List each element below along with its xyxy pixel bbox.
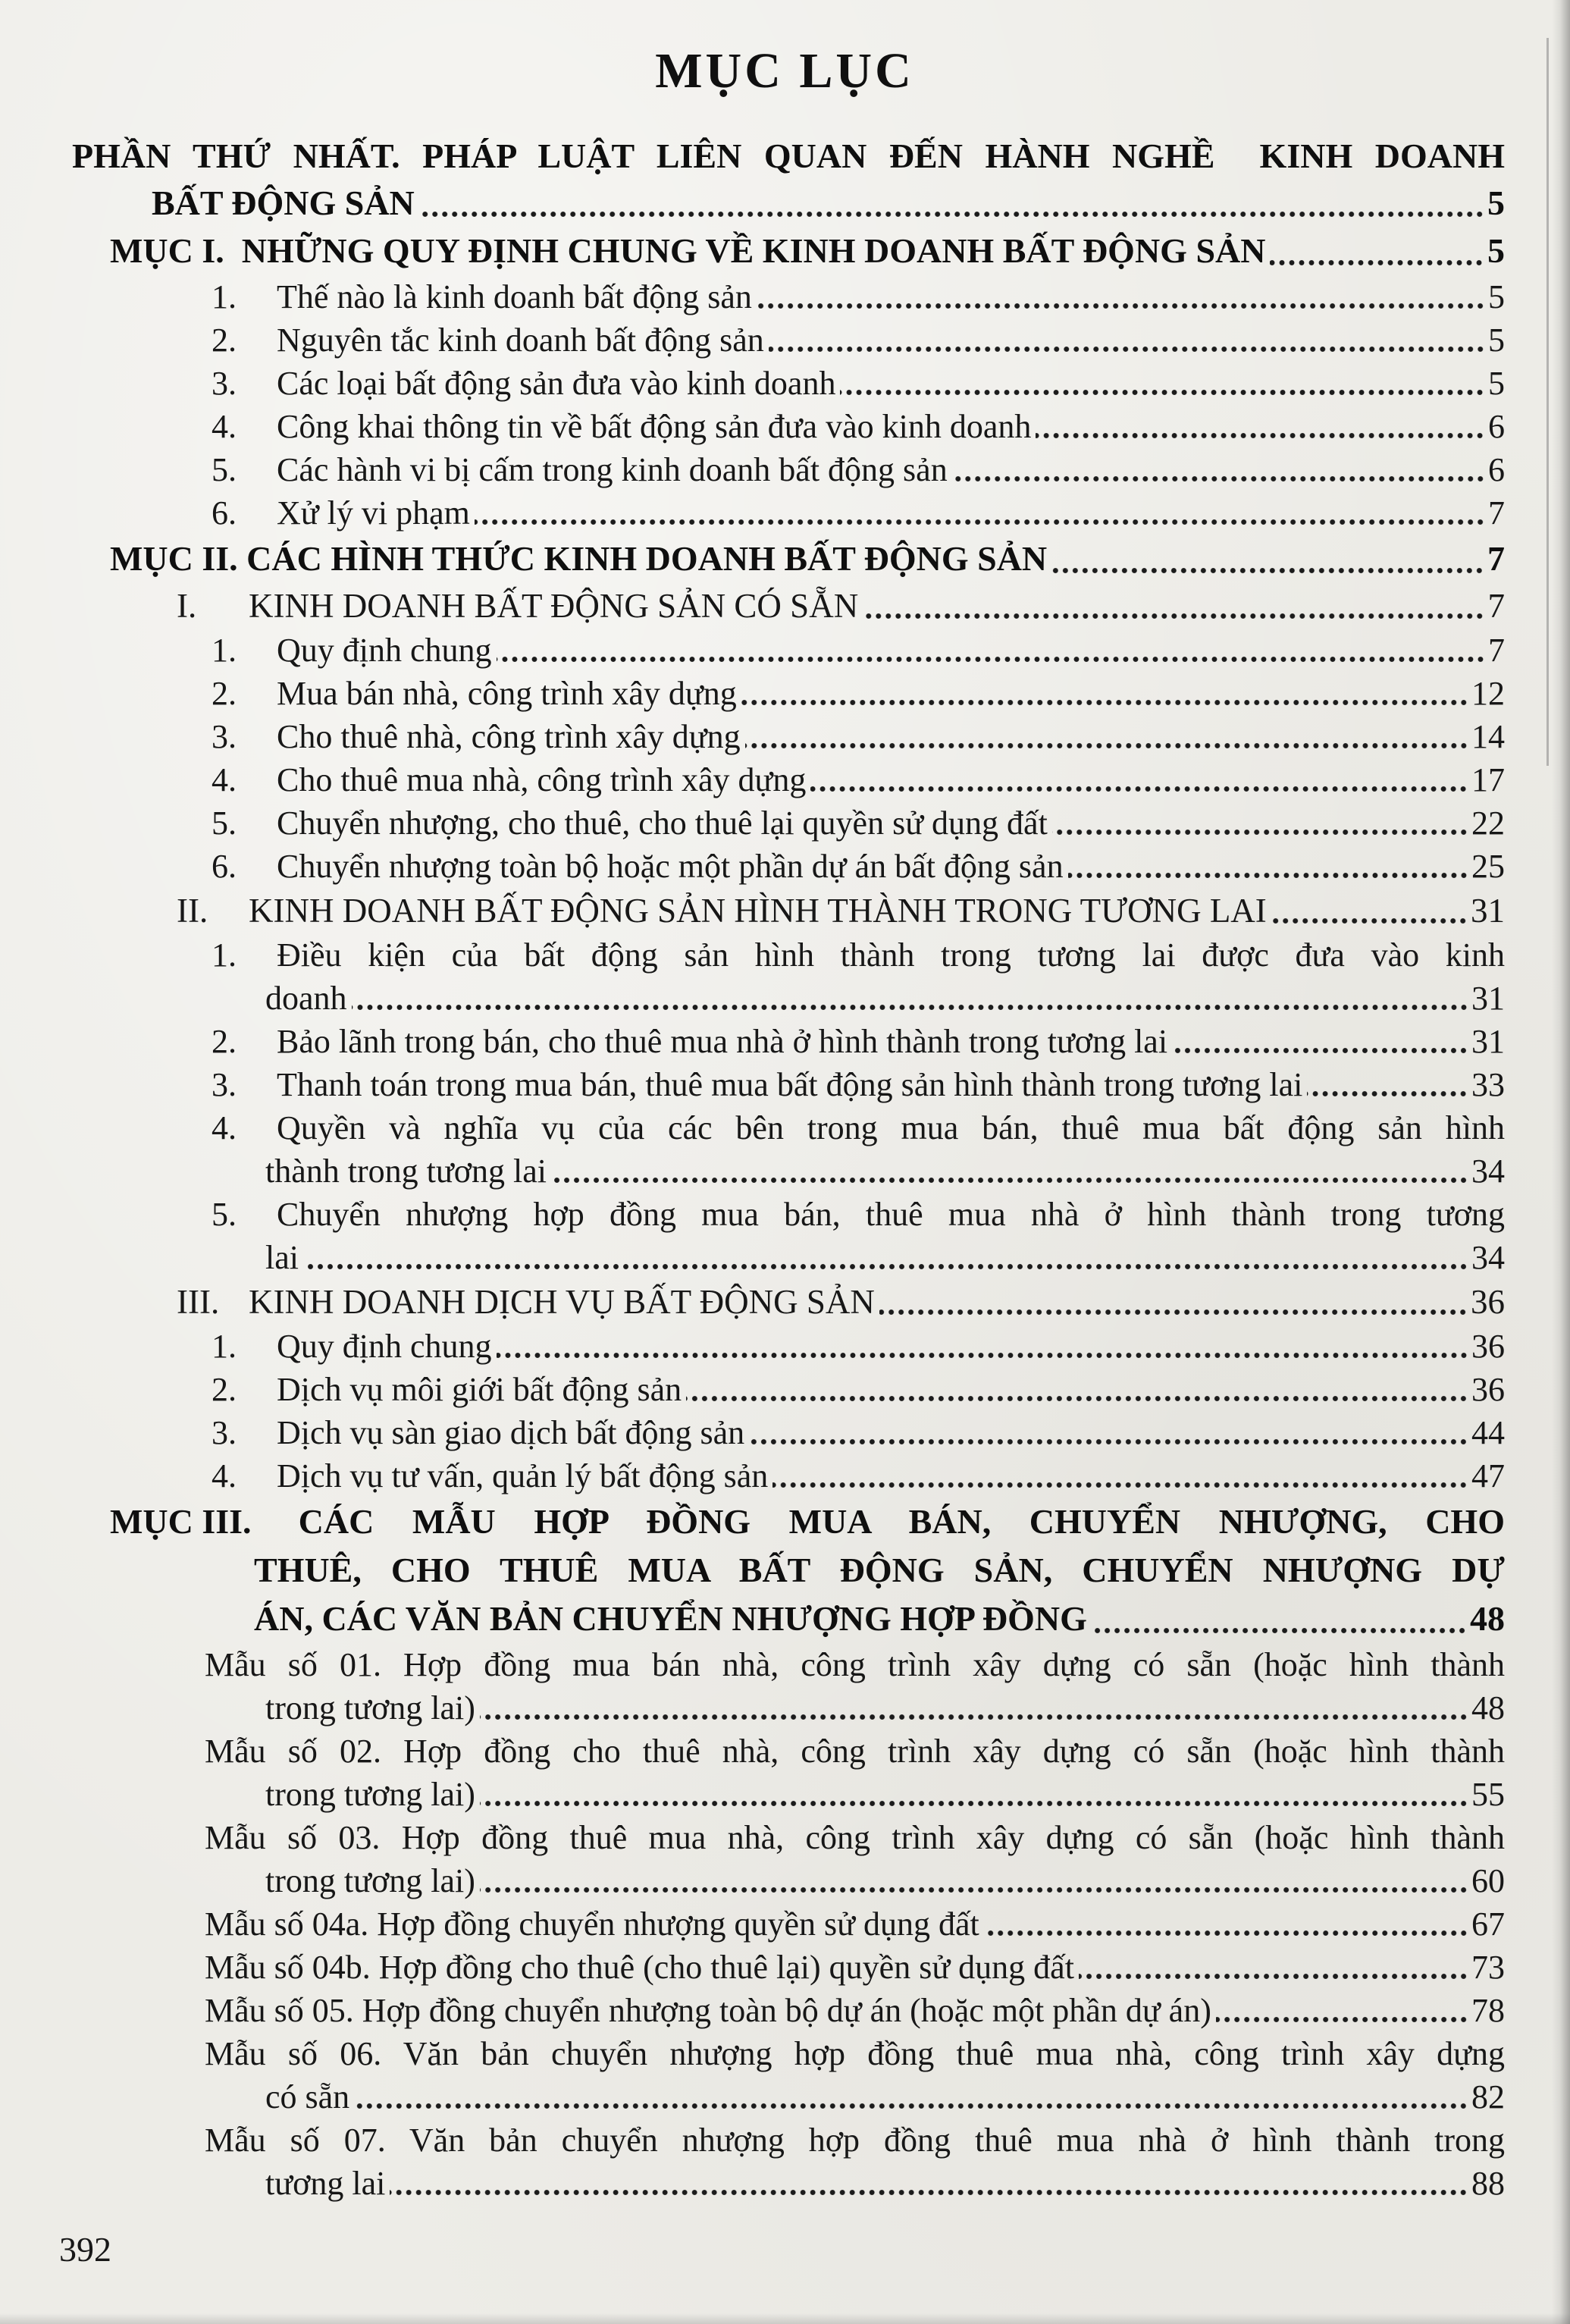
dot-leader — [475, 516, 1485, 528]
toc-row — [64, 1106, 1505, 1149]
toc-row — [64, 801, 1505, 845]
toc-row — [64, 977, 1505, 1020]
dot-leader — [1270, 257, 1484, 268]
toc-page-number: 6 — [1488, 408, 1505, 445]
page-title: MỤC LỤC — [655, 43, 914, 99]
toc-page-number: 48 — [1470, 1599, 1505, 1638]
toc-page-number: 7 — [1488, 632, 1505, 669]
toc-entry-label: II. — [177, 892, 217, 930]
toc-list — [64, 133, 1505, 2205]
toc-page-number: 5 — [1488, 365, 1505, 402]
toc-row — [64, 1279, 1505, 1325]
toc-row — [64, 1368, 1505, 1411]
toc-row — [64, 1149, 1505, 1193]
toc-row — [64, 1773, 1505, 1816]
toc-row — [64, 1498, 1505, 1546]
toc-row — [64, 1730, 1505, 1773]
toc-page-number: 5 — [1487, 183, 1505, 222]
toc-row — [64, 1063, 1505, 1106]
toc-row — [64, 1816, 1505, 1859]
toc-page-number: 48 — [1471, 1689, 1505, 1727]
toc-page-number: 34 — [1471, 1239, 1505, 1276]
toc-entry-label: 3. — [212, 365, 245, 402]
toc-page-number: 6 — [1488, 451, 1505, 488]
toc-entry-text: Mẫu số 05. Hợp đồng chuyển nhượng toàn bộ dự án (hoặc một phần dự án) — [205, 1992, 1211, 2029]
dot-leader — [863, 610, 1484, 622]
toc-entry-text: Xử lý vi phạm — [277, 494, 470, 532]
toc-entry-text: THUÊ, CHO THUÊ MUA BẤT ĐỘNG SẢN, CHUYỂN NHƯỢNG DỰ — [254, 1551, 1505, 1589]
toc-entry-label: 3. — [212, 1066, 245, 1103]
toc-page-number: 17 — [1471, 761, 1505, 798]
toc-page-number: 55 — [1471, 1776, 1505, 1813]
toc-entry-label: 2. — [212, 1023, 245, 1060]
dot-leader — [497, 1350, 1468, 1361]
toc-entry-label: 5. — [212, 804, 245, 842]
toc-entry-text: ÁN, CÁC VĂN BẢN CHUYỂN NHƯỢNG HỢP ĐỒNG — [254, 1599, 1087, 1638]
dot-leader — [1307, 1088, 1468, 1099]
dot-leader — [686, 1393, 1468, 1404]
toc-entry-text: Công khai thông tin về bất động sản đưa vào kinh doanh — [277, 408, 1032, 445]
toc-row — [64, 1236, 1505, 1279]
toc-page-number: 36 — [1471, 1328, 1505, 1365]
toc-row — [64, 1643, 1505, 1686]
toc-row — [64, 1989, 1505, 2032]
dot-leader — [1271, 915, 1468, 927]
dot-leader — [772, 1479, 1468, 1491]
toc-page-number: 14 — [1471, 718, 1505, 755]
toc-entry-label: 6. — [212, 848, 245, 885]
toc-entry-text: Bảo lãnh trong bán, cho thuê mua nhà ở hình thành trong tương lai — [277, 1023, 1168, 1060]
toc-entry-text: Quy định chung — [277, 1328, 492, 1365]
toc-row — [64, 845, 1505, 888]
toc-entry-text: có sẵn — [265, 2078, 350, 2115]
toc-row — [64, 448, 1505, 491]
toc-entry-label: 6. — [212, 494, 245, 532]
toc-entry-text: Thanh toán trong mua bán, thuê mua bất động sản hình thành trong tương lai — [277, 1066, 1303, 1103]
toc-entry-label: 1. — [212, 936, 245, 974]
toc-row — [64, 1454, 1505, 1498]
toc-row — [64, 1595, 1505, 1643]
toc-entry-text: lai — [265, 1239, 299, 1276]
toc-page-number: 44 — [1471, 1414, 1505, 1451]
toc-entry-text: Cho thuê mua nhà, công trình xây dựng — [277, 761, 807, 798]
dot-leader — [1172, 1045, 1468, 1056]
toc-entry-text: Mẫu số 01. Hợp đồng mua bán nhà, công trình xây dựng có sẵn (hoặc hình thành — [205, 1646, 1505, 1683]
toc-page-number: 5 — [1488, 278, 1505, 315]
dot-leader — [741, 697, 1468, 708]
toc-row — [64, 758, 1505, 801]
toc-row — [64, 1902, 1505, 1946]
dot-leader — [1068, 870, 1468, 881]
toc-entry-text: Các loại bất động sản đưa vào kinh doanh — [277, 365, 836, 402]
toc-row — [64, 275, 1505, 318]
toc-row — [64, 1859, 1505, 1902]
toc-entry-text: Thế nào là kinh doanh bất động sản — [277, 278, 752, 315]
toc-entry-text: Mẫu số 03. Hợp đồng thuê mua nhà, công trình xây dựng có sẵn (hoặc hình thành — [205, 1819, 1505, 1856]
toc-row — [64, 535, 1505, 583]
toc-entry-label: MỤC II. — [110, 539, 247, 578]
toc-entry-text: KINH DOANH BẤT ĐỘNG SẢN CÓ SẴN — [249, 587, 859, 625]
toc-entry-label: MỤC III. — [110, 1502, 261, 1541]
dot-leader — [419, 209, 1484, 220]
toc-row — [64, 405, 1505, 448]
toc-entry-label: 2. — [212, 675, 245, 712]
toc-page-number: 25 — [1471, 848, 1505, 885]
dot-leader — [480, 1884, 1468, 1896]
toc-row — [64, 2162, 1505, 2205]
toc-entry-text: thành trong tương lai — [265, 1153, 547, 1190]
toc-entry-text: Dịch vụ tư vấn, quản lý bất động sản — [277, 1457, 769, 1494]
toc-page-number: 47 — [1471, 1457, 1505, 1494]
toc-entry-text: Quyền và nghĩa vụ của các bên trong mua bán, thuê mua bất động sản hình — [277, 1109, 1505, 1146]
toc-entry-text: trong tương lai) — [265, 1862, 475, 1899]
toc-page-number: 5 — [1488, 321, 1505, 359]
footer-page-number: 392 — [59, 2230, 111, 2269]
toc-row — [64, 2075, 1505, 2119]
toc-page-number: 73 — [1471, 1949, 1505, 1986]
toc-row — [64, 1546, 1505, 1595]
toc-row — [64, 1020, 1505, 1063]
dot-leader — [879, 1306, 1468, 1318]
toc-entry-text: trong tương lai) — [265, 1776, 475, 1813]
toc-entry-text: NHỮNG QUY ĐỊNH CHUNG VỀ KINH DOANH BẤT ĐỘNG SẢN — [233, 231, 1266, 270]
toc-row — [64, 2032, 1505, 2075]
toc-entry-text: PHẦN THỨ NHẤT. PHÁP LUẬT LIÊN QUAN ĐẾN HÀNH NGHỀ KINH DOANH — [72, 136, 1505, 175]
toc-row — [64, 1686, 1505, 1730]
toc-entry-label: 2. — [212, 1371, 245, 1408]
dot-leader — [1036, 430, 1485, 441]
toc-entry-label: I. — [177, 587, 205, 625]
toc-row — [64, 1325, 1505, 1368]
toc-entry-label: 4. — [212, 1109, 245, 1146]
dot-leader — [769, 343, 1485, 355]
toc-page-number: 31 — [1471, 980, 1505, 1017]
toc-row — [64, 491, 1505, 535]
toc-page-number: 7 — [1488, 494, 1505, 532]
dot-leader — [840, 387, 1485, 398]
toc-entry-label: III. — [177, 1283, 228, 1321]
toc-entry-text: Cho thuê nhà, công trình xây dựng — [277, 718, 741, 755]
toc-entry-text: Mẫu số 06. Văn bản chuyển nhượng hợp đồng thuê mua nhà, công trình xây dựng — [205, 2035, 1505, 2072]
toc-row — [64, 1946, 1505, 1989]
dot-leader — [354, 2100, 1468, 2112]
toc-entry-text: KINH DOANH DỊCH VỤ BẤT ĐỘNG SẢN — [249, 1283, 875, 1321]
toc-entry-text: Dịch vụ sàn giao dịch bất động sản — [277, 1414, 745, 1451]
toc-row — [64, 715, 1505, 758]
dot-leader — [480, 1798, 1468, 1809]
toc-row — [64, 362, 1505, 405]
toc-row — [64, 2119, 1505, 2162]
toc-entry-text: KINH DOANH BẤT ĐỘNG SẢN HÌNH THÀNH TRONG TƯƠNG LAI — [249, 892, 1267, 930]
toc-page-number: 82 — [1471, 2078, 1505, 2115]
toc-row — [64, 629, 1505, 672]
toc-entry-label: 1. — [212, 632, 245, 669]
toc-entry-text: Nguyên tắc kinh doanh bất động sản — [277, 321, 764, 359]
toc-entry-text: Chuyển nhượng, cho thuê, cho thuê lại quyền sử dụng đất — [277, 804, 1048, 842]
toc-page-number: 67 — [1471, 1905, 1505, 1943]
toc-entry-label: 3. — [212, 718, 245, 755]
dot-leader — [1051, 565, 1484, 576]
dot-leader — [810, 783, 1468, 795]
toc-entry-label: 4. — [212, 408, 245, 445]
toc-entry-text: Điều kiện của bất động sản hình thành trong tương lai được đưa vào kinh — [277, 936, 1505, 974]
dot-leader — [352, 1002, 1468, 1013]
dot-leader — [480, 1711, 1468, 1723]
toc-entry-text: doanh — [265, 980, 347, 1017]
toc-page-number: 34 — [1471, 1153, 1505, 1190]
dot-leader — [749, 1436, 1468, 1447]
toc-entry-text: BẤT ĐỘNG SẢN — [152, 183, 415, 222]
dot-leader — [1216, 2014, 1468, 2025]
toc-page-number: 36 — [1471, 1283, 1505, 1321]
toc-row — [64, 318, 1505, 362]
toc-page-number: 33 — [1471, 1066, 1505, 1103]
toc-row — [64, 888, 1505, 933]
toc-row — [64, 583, 1505, 629]
toc-entry-text: CÁC MẪU HỢP ĐỒNG MUA BÁN, CHUYỂN NHƯỢNG, CHO — [260, 1502, 1505, 1541]
toc-page-number: 12 — [1471, 675, 1505, 712]
toc-entry-text: Mẫu số 04a. Hợp đồng chuyển nhượng quyền sử dụng đất — [205, 1905, 979, 1943]
dot-leader — [497, 654, 1485, 665]
dot-leader — [984, 1927, 1468, 1939]
toc-entry-label: 4. — [212, 761, 245, 798]
toc-entry-label: 3. — [212, 1414, 245, 1451]
toc-entry-label: 4. — [212, 1457, 245, 1494]
toc-page-number: 88 — [1471, 2165, 1505, 2202]
toc-entry-text: Mua bán nhà, công trình xây dựng — [277, 675, 737, 712]
toc-row — [64, 672, 1505, 715]
toc-entry-label: MỤC I. — [110, 231, 233, 270]
toc-entry-label: 5. — [212, 1196, 245, 1233]
toc-page-number: 78 — [1471, 1992, 1505, 2029]
toc-row — [64, 180, 1505, 227]
dot-leader — [1092, 1625, 1467, 1636]
toc-entry-text: Chuyển nhượng toàn bộ hoặc một phần dự án bất động sản — [277, 848, 1064, 885]
toc-row — [64, 227, 1505, 275]
toc-page-number: 22 — [1471, 804, 1505, 842]
toc-page-number: 31 — [1471, 1023, 1505, 1060]
dot-leader — [551, 1175, 1468, 1186]
toc-entry-label: 1. — [212, 1328, 245, 1365]
toc-entry-text: CÁC HÌNH THỨC KINH DOANH BẤT ĐỘNG SẢN — [246, 539, 1048, 578]
toc-entry-text: Dịch vụ môi giới bất động sản — [277, 1371, 682, 1408]
toc-page-number: 60 — [1471, 1862, 1505, 1899]
dot-leader — [952, 473, 1485, 485]
toc-page-number: 31 — [1471, 892, 1505, 930]
toc-row — [64, 933, 1505, 977]
toc-page-number: 36 — [1471, 1371, 1505, 1408]
toc-row — [64, 133, 1505, 180]
toc-entry-text: Chuyển nhượng hợp đồng mua bán, thuê mua nhà ở hình thành trong tương — [277, 1196, 1505, 1233]
toc-entry-label: 2. — [212, 321, 245, 359]
toc-entry-text: Mẫu số 07. Văn bản chuyển nhượng hợp đồng thuê mua nhà ở hình thành trong — [205, 2122, 1505, 2159]
toc-entry-label: 1. — [212, 278, 245, 315]
toc-row — [64, 1193, 1505, 1236]
dot-leader — [745, 740, 1468, 751]
dot-leader — [757, 300, 1485, 312]
toc-entry-text: Mẫu số 02. Hợp đồng cho thuê nhà, công trình xây dựng có sẵn (hoặc hình thành — [205, 1733, 1505, 1770]
toc-entry-text: Mẫu số 04b. Hợp đồng cho thuê (cho thuê lại) quyền sử dụng đất — [205, 1949, 1074, 1986]
toc-entry-label: 5. — [212, 451, 245, 488]
toc-row — [64, 1411, 1505, 1454]
toc-entry-text: Quy định chung — [277, 632, 492, 669]
toc-entry-text: Các hành vi bị cấm trong kinh doanh bất động sản — [277, 451, 948, 488]
toc-entry-text: trong tương lai) — [265, 1689, 475, 1727]
dot-leader — [1052, 826, 1468, 838]
toc-entry-text: tương lai — [265, 2165, 386, 2202]
dot-leader — [303, 1261, 1468, 1272]
dot-leader — [390, 2187, 1468, 2198]
toc-page-number: 5 — [1487, 231, 1505, 270]
toc-page-number: 7 — [1487, 587, 1505, 625]
dot-leader — [1079, 1971, 1468, 1982]
toc-page-number: 7 — [1487, 539, 1505, 578]
